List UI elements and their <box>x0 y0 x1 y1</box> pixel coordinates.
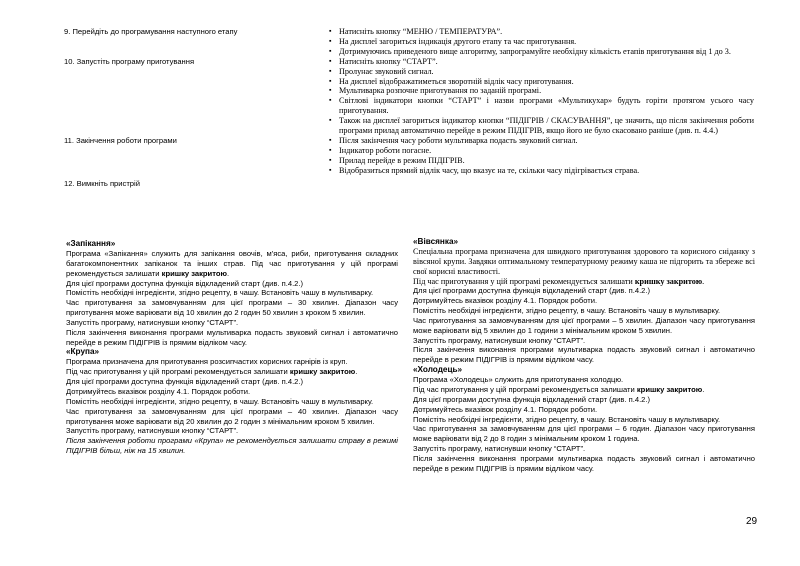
step-item: ▪ Індикатор роботи погасне. <box>329 146 754 156</box>
step-item: ▪ Натисніть кнопку “МЕНЮ / ТЕМПЕРАТУРА”. <box>329 27 754 37</box>
paragraph: Після закінчення виконання програми мультиварка подасть звуковий сигнал і автоматично перейде в режим ПІДІГРІВ із прямим відліком часу. <box>66 327 398 347</box>
step-item: ▪ Мультиварка розпочне приготування по заданій програмі. <box>329 86 754 96</box>
step-12 <box>64 179 754 189</box>
paragraph: Помістіть необхідні інгредієнти, згідно рецепту, в чашу. Встановіть чашу в мультиварку. <box>413 414 721 424</box>
paragraph: Час приготування за замовчуванням для цієї програми – 30 хвилин. Діапазон часу приготування може варіювати від 10 хвилин до 2 годин 50 хвилин з кроком 5 хвилин. <box>66 298 398 318</box>
step-label: 10. Запустіть програму приготування <box>64 56 195 66</box>
steps-table <box>64 27 754 189</box>
paragraph: Помістіть необхідні інгредієнти, згідно рецепту, в чашу. Встановіть чашу в мультиварку. <box>66 396 374 406</box>
paragraph: Запустіть програму, натиснувши кнопку “СТАРТ”. <box>66 317 239 327</box>
step-11 <box>64 136 754 176</box>
paragraph: Дотримуйтесь вказівок розділу 4.1. Порядок роботи. <box>66 386 251 396</box>
paragraph: Під час приготування у цій програмі рекомендується залишати кришку закритою. <box>413 276 705 286</box>
left-column <box>66 239 398 456</box>
paragraph: Для цієї програми доступна функція відкладений старт (див. п.4.2.) <box>66 377 304 387</box>
paragraph: Для цієї програми доступна функція відкладений старт (див. п.4.2.) <box>413 286 651 296</box>
step-item: ▪ На дисплеї відображатиметься зворотній відлік часу приготування. <box>329 77 754 87</box>
section-title-kholodets: «Холодець» <box>413 365 463 375</box>
section-title-zapikannia: «Запікання» <box>66 239 116 248</box>
paragraph: Після закінчення виконання програми мультиварка подасть звуковий сигнал і автоматично перейде в режим ПІДІГРІВ із прямим відліком часу. <box>413 453 755 473</box>
step-item: ▪ Прилад перейде в режим ПІДІГРІВ. <box>329 156 754 166</box>
step-item: ▪ Світлові індикатори кнопки “СТАРТ” і назви програми «Мультикухар» будуть горіти протягом усього часу приготування. <box>329 96 754 116</box>
section-title-vivsianka: «Вівсянка» <box>413 237 459 246</box>
step-item: ▪ На дисплеї загориться індикація другого етапу та час приготування. <box>329 37 754 47</box>
step-item: ▪ Також на дисплеї загориться індикатор кнопки “ПІДІГРІВ / СКАСУВАННЯ”, це значить, що після закінчення роботи програми прилад автоматично перейде в режим ПІДІГРІВ, якщо його не було скасовано раніше (див. п. 4.4.) <box>329 116 754 136</box>
step-item: ▪ Дотримуючись приведеного вище алгоритму, запрограмуйте необхідну кількість етапів приготування від 1 до 3. <box>329 47 754 57</box>
paragraph: Помістіть необхідні інгредієнти, згідно рецепту, в чашу. Встановіть чашу в мультиварку. <box>66 288 374 298</box>
paragraph: Програма «Запікання» служить для запікання овочів, м'яса, риби, приготування складних багатокомпонентних запіканок та інших страв. Під час приготування у цій програмі рекомендується залишати кришку закритою. <box>66 249 398 278</box>
paragraph: Запустіть програму, натиснувши кнопку “СТАРТ”. <box>413 444 586 454</box>
step-item: ▪ Після закінчення часу роботи мультиварка подасть звуковий сигнал. <box>329 136 754 146</box>
paragraph: Для цієї програми доступна функція відкладений старт (див. п.4.2.) <box>413 394 651 404</box>
step-item: ▪ Відобразиться прямий відлік часу, що вказує на те, скільки часу підігрівається страва. <box>329 166 754 176</box>
paragraph: Спеціальна програма призначена для швидкого приготування здорового та корисного сніданку з вівсяної крупи. Завдяки оптимальному температурному режиму каша не підгорить та збереже всі свої корисні властивості. <box>413 247 755 276</box>
paragraph: Помістіть необхідні інгредієнти, згідно рецепту, в чашу. Встановіть чашу в мультиварку. <box>413 306 721 316</box>
step-item: ▪ Натисніть кнопку “СТАРТ”. <box>329 57 754 67</box>
page-number: 29 <box>746 516 758 527</box>
section-title-krupa: «Крупа» <box>66 347 100 357</box>
step-item: ▪ Пролунає звуковий сигнал. <box>329 67 754 77</box>
step-items <box>329 27 754 57</box>
step-label: 9. Перейдіть до програмування наступного етапу <box>64 27 238 36</box>
step-label: 11. Закінчення роботи програми <box>64 135 177 145</box>
step-10 <box>64 57 754 136</box>
paragraph: Запустіть програму, натиснувши кнопку “СТАРТ”. <box>66 426 239 436</box>
step-items <box>329 57 754 136</box>
note-paragraph: Після закінчення роботи програми «Крупа» не рекомендується залишати страву в режимі ПІДІГРІВ більш, ніж на 15 хвилин. <box>66 436 398 456</box>
paragraph: Дотримуйтесь вказівок розділу 4.1. Порядок роботи. <box>413 296 598 306</box>
step-items <box>329 136 754 176</box>
paragraph: Час приготування за замовчуванням для цієї програми – 40 хвилин. Діапазон часу приготування може варіювати від 20 хвилин до 2 годин з мінімальним кроком 5 хвилин. <box>66 406 398 426</box>
paragraph: Для цієї програми доступна функція відкладений старт (див. п.4.2.) <box>66 278 304 288</box>
paragraph: Під час приготування у цій програмі рекомендується залишати кришку закритою. <box>66 367 358 377</box>
paragraph: Програма призначена для приготування розсипчастих корисних гарнірів із круп. <box>66 357 348 367</box>
step-9 <box>64 27 754 57</box>
paragraph: Дотримуйтесь вказівок розділу 4.1. Порядок роботи. <box>413 404 598 414</box>
paragraph: Час приготування за замовчуванням для цієї програми – 5 хвилин. Діапазон часу приготування може варіювати від 5 хвилин до 1 години з мінімальним кроком 5 хвилин. <box>413 315 755 335</box>
paragraph: Запустіть програму, натиснувши кнопку “СТАРТ”. <box>413 335 586 345</box>
paragraph: Час приготування за замовчуванням для цієї програми – 6 годин. Діапазон часу приготування може варіювати від 2 до 8 годин з мінімальним кроком 1 година. <box>413 424 755 444</box>
paragraph: Після закінчення виконання програми мультиварка подасть звуковий сигнал і автоматично перейде в режим ПІДІГРІВ із прямим відліком часу. <box>413 345 755 365</box>
paragraph: Під час приготування у цій програмі рекомендується залишати кришку закритою. <box>413 384 705 394</box>
paragraph: Програма «Холодець» служить для приготування холодцю. <box>413 375 624 385</box>
right-column <box>413 237 755 474</box>
step-label: 12. Вимкніть пристрій <box>64 178 140 188</box>
